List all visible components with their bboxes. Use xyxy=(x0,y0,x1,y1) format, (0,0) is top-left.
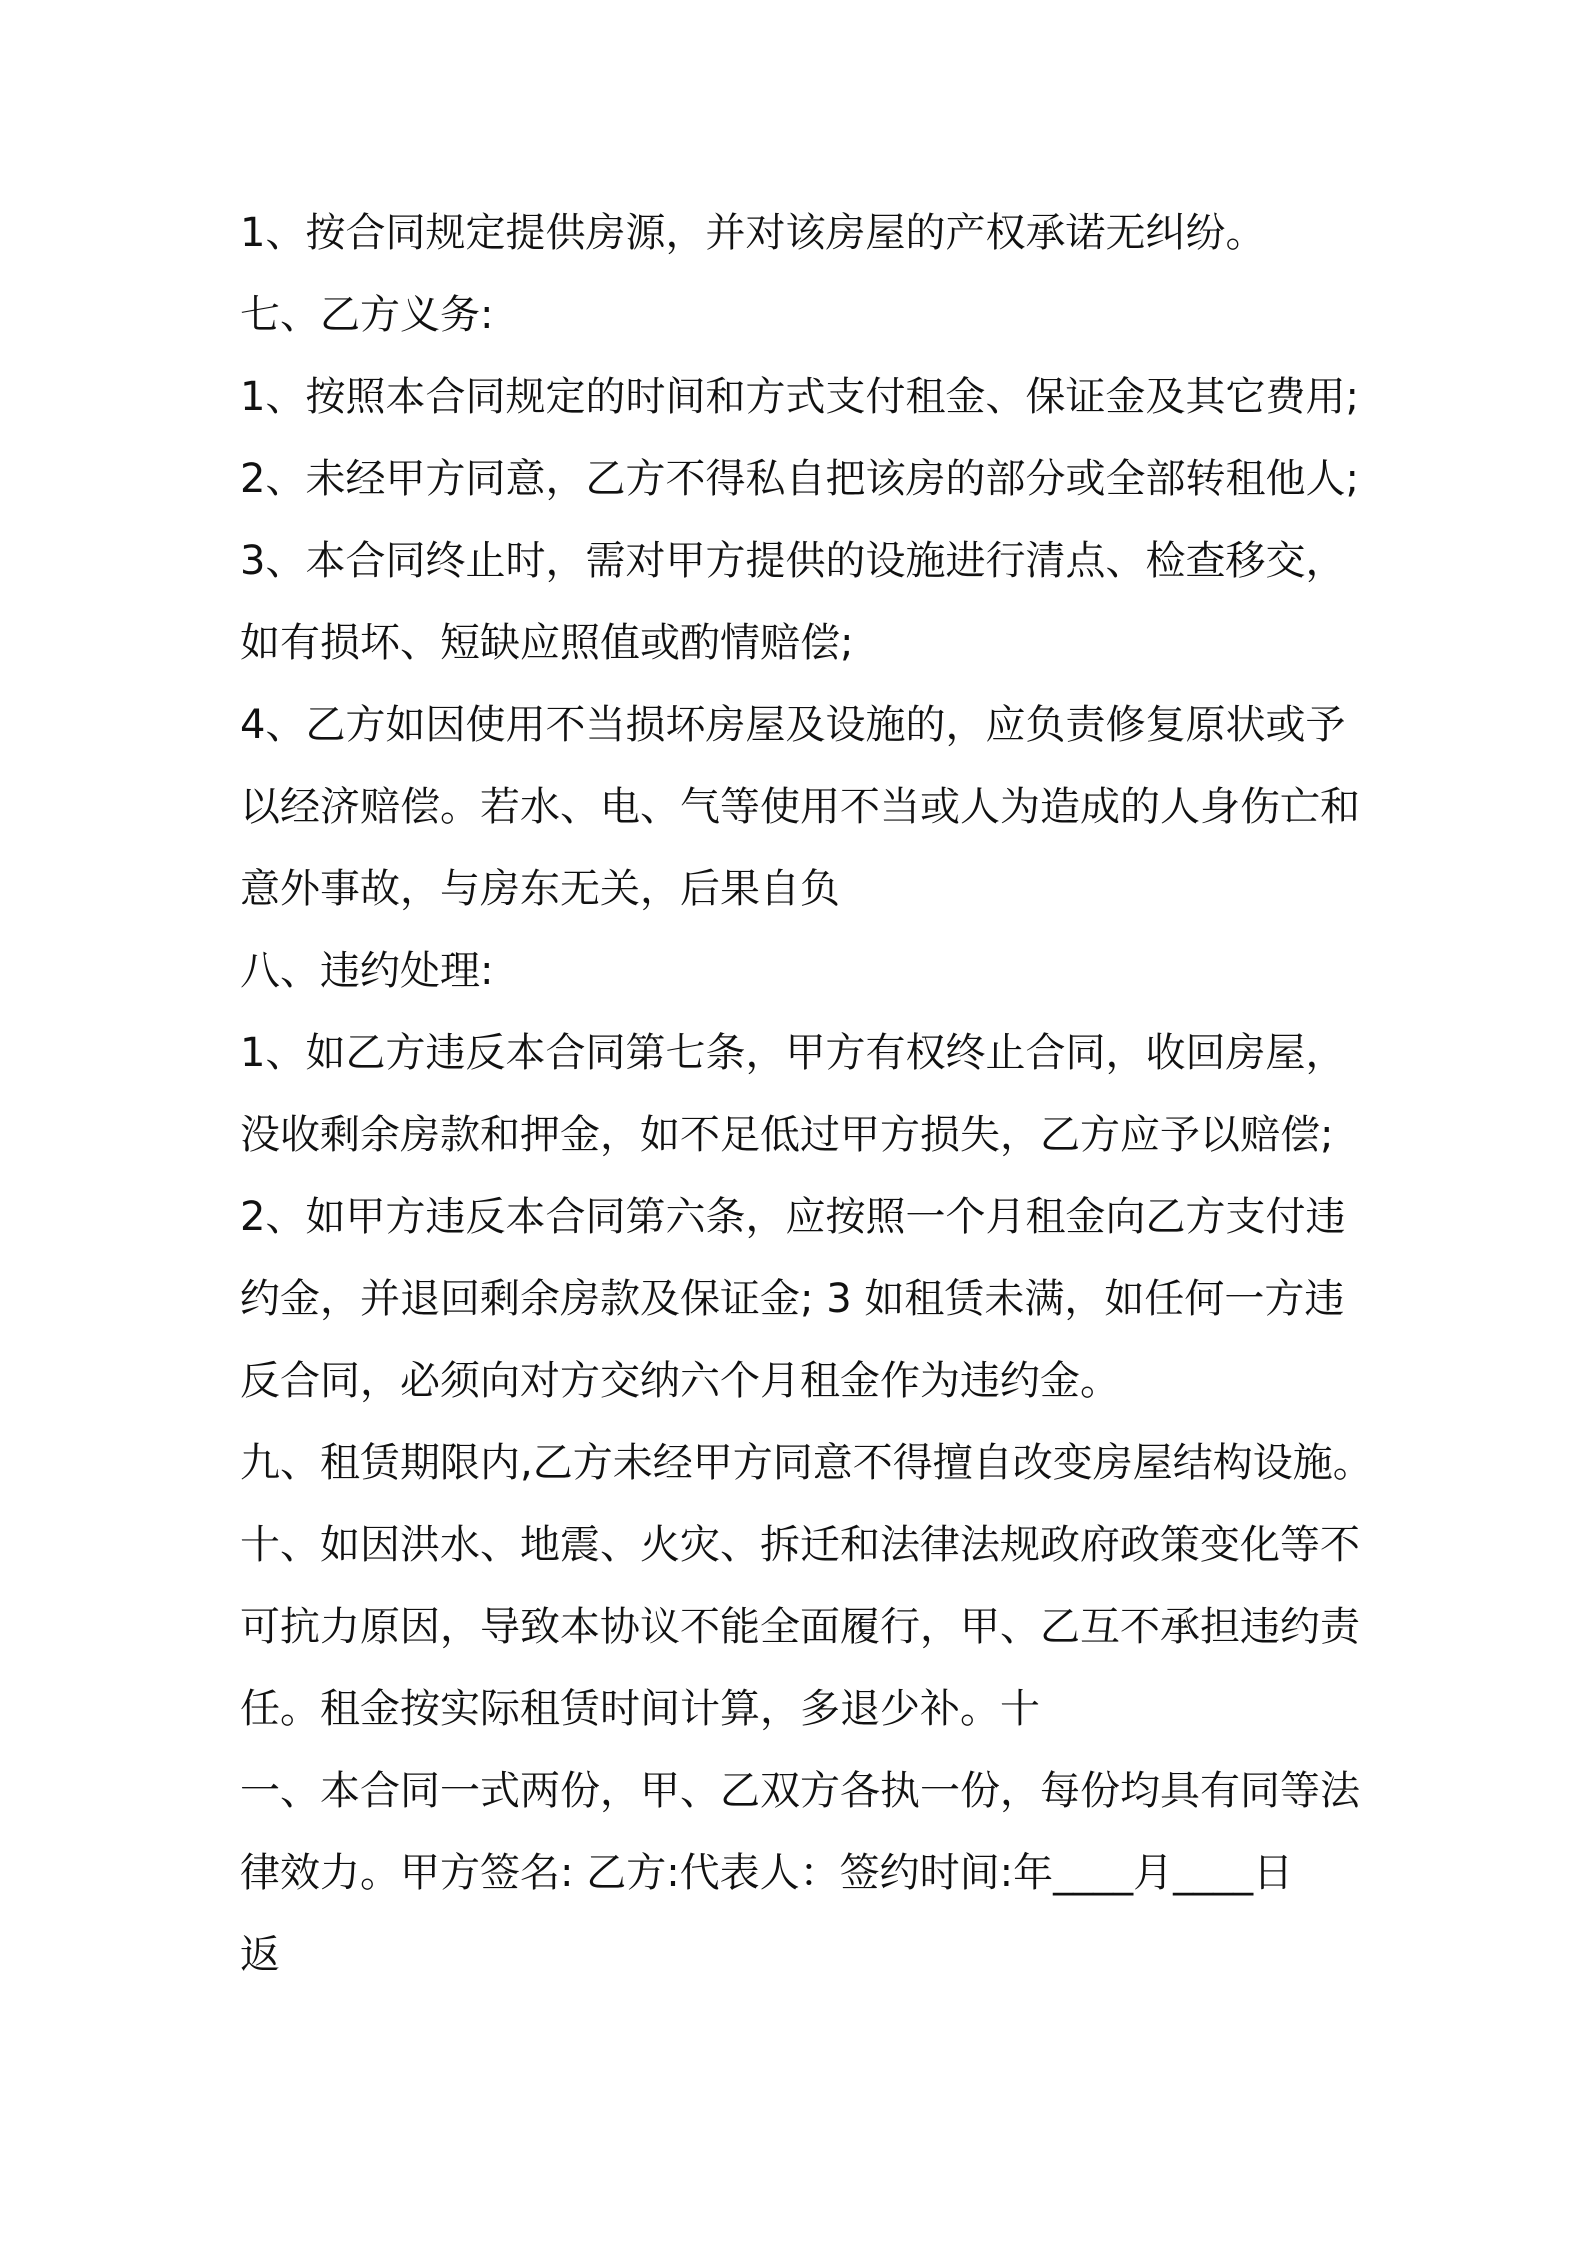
text-line: 1、如乙方违反本合同第七条，甲方有权终止合同，收回房屋， xyxy=(240,1030,1346,1076)
text-line: 2、未经甲方同意，乙方不得私自把该房的部分或全部转租他人; xyxy=(240,456,1359,502)
text-line: 以经济赔偿。若水、电、气等使用不当或人为造成的人身伤亡和 xyxy=(240,784,1360,830)
text-line: 可抗力原因，导致本协议不能全面履行，甲、乙互不承担违约责 xyxy=(240,1604,1360,1650)
text-line: 任。租金按实际租赁时间计算，多退少补。十 xyxy=(240,1686,1040,1732)
text-line: 反合同，必须向对方交纳六个月租金作为违约金。 xyxy=(240,1358,1120,1404)
text-line: 返 xyxy=(240,1932,280,1978)
text-line: 2、如甲方违反本合同第六条，应按照一个月租金向乙方支付违 xyxy=(240,1194,1346,1240)
text-line: 一、本合同一式两份，甲、乙双方各执一份，每份均具有同等法 xyxy=(240,1768,1360,1814)
text-line: 约金，并退回剩余房款及保证金; 3 如租赁未满，如任何一方违 xyxy=(240,1276,1345,1322)
text-line: 没收剩余房款和押金，如不足低过甲方损失，乙方应予以赔偿; xyxy=(240,1112,1334,1158)
text-line: 如有损坏、短缺应照值或酌情赔偿; xyxy=(240,620,854,666)
section-heading: 八、违约处理: xyxy=(240,948,494,994)
signature-line: 律效力。甲方签名: 乙方:代表人：签约时间:年____月____日 xyxy=(240,1850,1294,1896)
section-heading: 七、乙方义务: xyxy=(240,292,494,338)
text-line: 意外事故，与房东无关，后果自负 xyxy=(240,866,840,912)
text-line: 1、按合同规定提供房源，并对该房屋的产权承诺无纠纷。 xyxy=(240,210,1266,256)
text-line: 1、按照本合同规定的时间和方式支付租金、保证金及其它费用; xyxy=(240,374,1359,420)
text-line: 九、租赁期限内,乙方未经甲方同意不得擅自改变房屋结构设施。 xyxy=(240,1440,1373,1486)
text-line: 3、本合同终止时，需对甲方提供的设施进行清点、检查移交， xyxy=(240,538,1346,584)
text-line: 十、如因洪水、地震、火灾、拆迁和法律法规政府政策变化等不 xyxy=(240,1522,1360,1568)
contract-text xyxy=(240,192,1373,1996)
text-line: 4、乙方如因使用不当损坏房屋及设施的，应负责修复原状或予 xyxy=(240,702,1346,748)
